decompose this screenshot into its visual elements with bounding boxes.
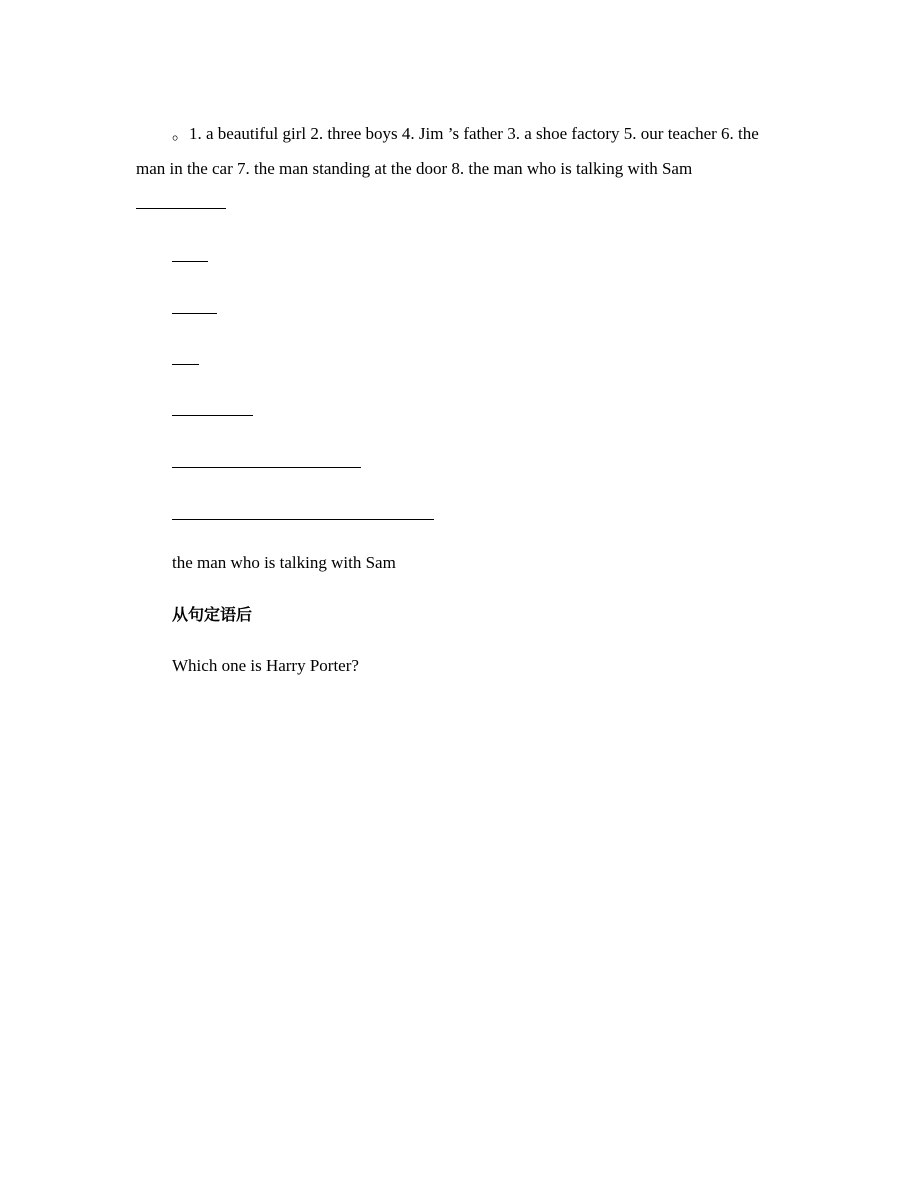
answer-blank-6 xyxy=(172,467,361,468)
grammar-note: 从句定语后 xyxy=(172,605,253,624)
answer-blank-3 xyxy=(172,313,217,314)
answer-blank-1 xyxy=(136,208,226,209)
answer-text: the man who is talking with Sam xyxy=(172,553,396,572)
intro-paragraph: 。1. a beautiful girl 2. three boys 4. Jim ’s father 3. a shoe factory 5. our teacher 6. the man in the car 7. the man standing at the door 8. the man who is talking with Sam xyxy=(136,124,759,178)
answer-blank-2 xyxy=(172,261,208,262)
answer-blank-5 xyxy=(172,415,253,416)
question-text: Which one is Harry Porter? xyxy=(172,656,359,675)
answer-blank-7 xyxy=(172,519,434,520)
answer-blank-4 xyxy=(172,364,199,365)
